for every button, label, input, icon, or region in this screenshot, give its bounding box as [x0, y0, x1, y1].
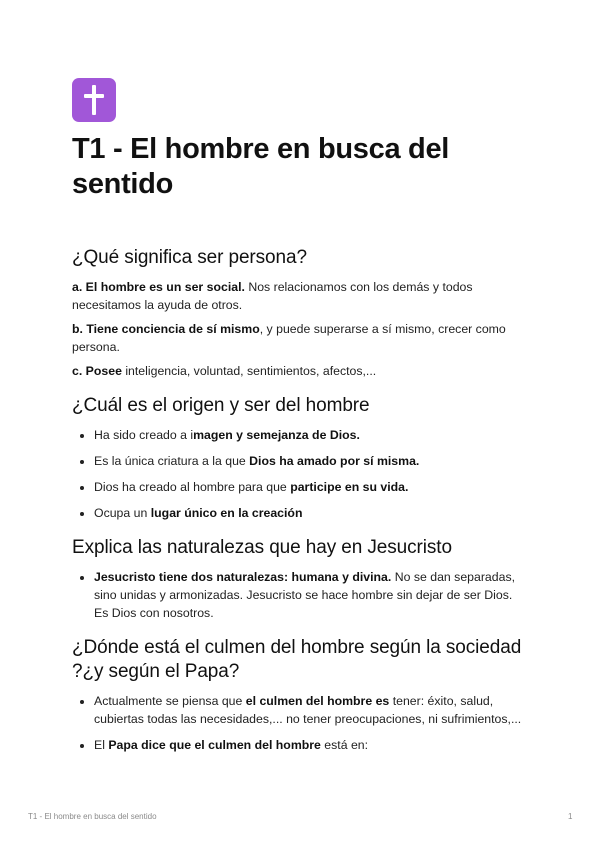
- list-item: [94, 452, 528, 470]
- bold-text: Papa dice que el culmen del hombre: [108, 738, 321, 752]
- paragraph-text: inteligencia, voluntad, sentimientos, afectos,...: [121, 364, 377, 378]
- section-culmen: [72, 636, 528, 754]
- list-item: [94, 478, 528, 496]
- paragraph-text: Nos relacionamos con los demás y todos necesitamos la ayuda de otros.: [72, 280, 473, 312]
- bold-text: el culmen del hombre es: [245, 694, 390, 708]
- paragraph-text: , y puede superarse a sí mismo, crecer como persona.: [72, 322, 506, 354]
- item-text: Es la única criatura a la que: [94, 454, 250, 468]
- item-text: Actualmente se piensa que: [94, 694, 246, 708]
- list-item: [94, 426, 528, 444]
- document-page: [72, 78, 528, 754]
- footer-title: T1 - El hombre en busca del sentido: [28, 812, 157, 821]
- paragraph: [72, 320, 528, 356]
- latin-cross-icon: [72, 78, 116, 122]
- paragraph: [72, 278, 528, 314]
- list-item: [94, 692, 528, 728]
- section-naturalezas: [72, 536, 528, 622]
- page-title: T1 - El hombre en busca del sentido: [72, 133, 450, 200]
- list-item: [94, 568, 528, 622]
- paragraph: [72, 362, 528, 380]
- section-heading: ¿Qué significa ser persona?: [72, 247, 307, 268]
- bullet-list: [72, 692, 528, 754]
- list-item: [94, 504, 528, 522]
- item-text: Dios ha creado al hombre para que: [94, 480, 291, 494]
- bold-text: participe en su vida.: [290, 480, 409, 494]
- section-origen: [72, 394, 528, 522]
- bullet-list: [72, 426, 528, 522]
- section-heading: ¿Cuál es el origen y ser del hombre: [72, 395, 370, 416]
- page-number: 1: [568, 812, 573, 821]
- bold-text: a. El hombre es un ser social.: [72, 280, 245, 294]
- item-text: tener: éxito, salud, cubiertas todas las necesidades,... no tener preocupaciones, ni sufrimientos,...: [94, 694, 522, 726]
- section-persona: [72, 246, 528, 380]
- item-text: está en:: [320, 738, 369, 752]
- bold-text: c. Posee: [72, 364, 122, 378]
- item-text: Ocupa un: [94, 506, 151, 520]
- list-item: [94, 736, 528, 754]
- item-text: El: [94, 738, 109, 752]
- item-text: No se dan separadas, sino unidas y armonizadas. Jesucristo se hace hombre sin dejar de ser Dios. Es Dios con nosotros.: [94, 570, 516, 620]
- bullet-list: [72, 568, 528, 622]
- section-heading: ¿Dónde está el culmen del hombre según la sociedad ?¿y según el Papa?: [72, 637, 522, 682]
- bold-text: Dios ha amado por sí misma.: [249, 454, 420, 468]
- bold-text: lugar único en la creación: [150, 506, 303, 520]
- section-heading: Explica las naturalezas que hay en Jesucristo: [72, 537, 452, 558]
- bold-text: Jesucristo tiene dos naturalezas: humana y divina.: [94, 570, 392, 584]
- bold-text: magen y semejanza de Dios.: [193, 428, 360, 442]
- bold-text: b. Tiene conciencia de sí mismo: [72, 322, 260, 336]
- item-text: Ha sido creado a i: [94, 428, 194, 442]
